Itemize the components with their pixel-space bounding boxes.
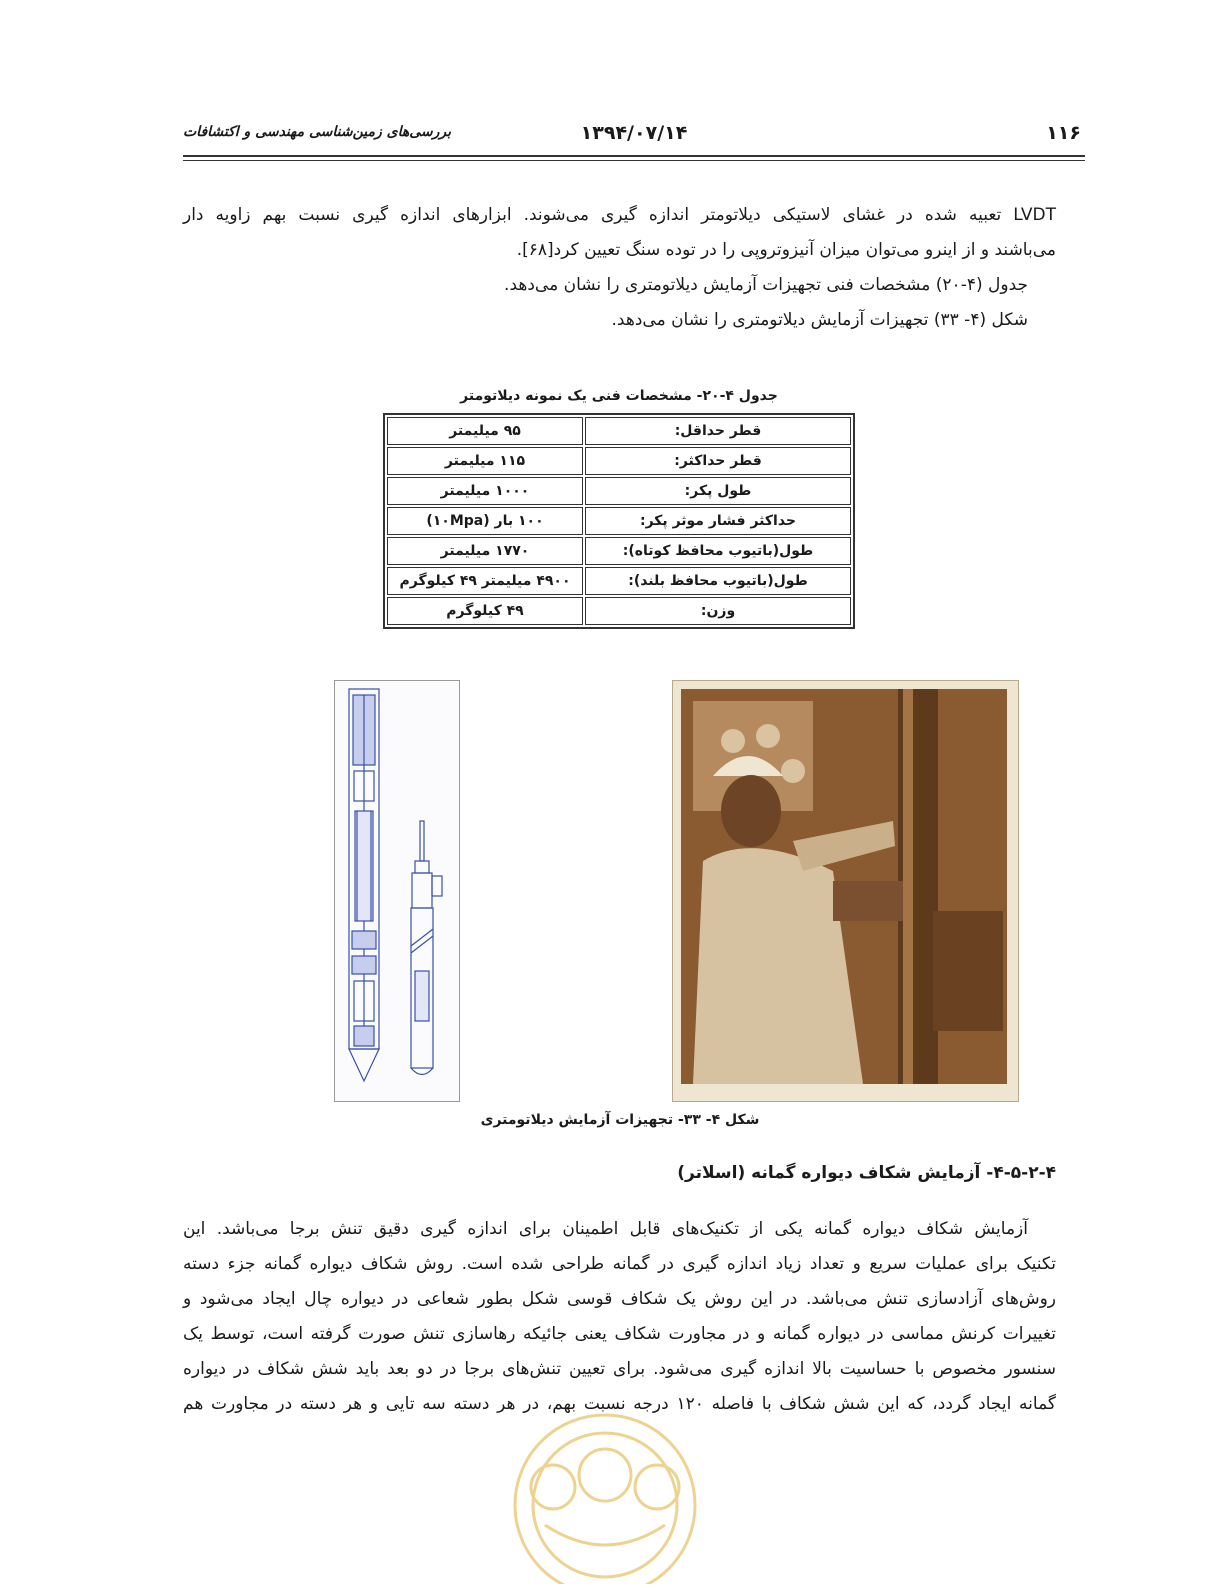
table-row bbox=[387, 507, 851, 535]
seal-icon bbox=[505, 1395, 705, 1584]
table-value: ۹۵ میلیمتر bbox=[387, 417, 583, 445]
table-value: ۱۱۵ میلیمتر bbox=[387, 447, 583, 475]
intro-line-3: جدول (۴-۲۰) مشخصات فنی تجهیزات آزمایش دیلاتومتری را نشان می‌دهد. bbox=[504, 275, 1028, 295]
table-value: ۱۷۷۰ میلیمتر bbox=[387, 537, 583, 565]
table-row bbox=[387, 447, 851, 475]
table-row bbox=[387, 417, 851, 445]
table-row bbox=[387, 477, 851, 505]
section-line-3: روش‌های آزادسازی تنش می‌باشد. در این روش یک شکاف قوسی شکل بطور شعاعی در دیواره چال ایجاد می‌شود و bbox=[183, 1289, 1056, 1309]
table-label: طول(باتیوب محافظ بلند): bbox=[585, 567, 851, 595]
header-rule-thin bbox=[183, 160, 1085, 161]
header-rule bbox=[183, 155, 1085, 157]
section-line-5: سنسور مخصوص با حساسیت بالا اندازه گیری می‌شود. برای تعیین تنش‌های برجا در دو بعد باید شش شکاف در دیواره bbox=[183, 1359, 1056, 1379]
section-heading: ۴-۵-۲-۴- آزمایش شکاف دیواره گمانه (اسلاتر) bbox=[677, 1163, 1056, 1183]
table-label: قطر حداقل: bbox=[585, 417, 851, 445]
journal-title: بررسی‌های زمین‌شناسی مهندسی و اکتشافات bbox=[183, 124, 452, 140]
page-header bbox=[183, 118, 1085, 148]
table-label: طول پکر: bbox=[585, 477, 851, 505]
field-photo bbox=[672, 680, 1019, 1102]
table-row bbox=[387, 597, 851, 625]
table-value: ۱۰۰ بار (۱۰Mpa) bbox=[387, 507, 583, 535]
watermark-stamp bbox=[505, 1395, 705, 1584]
intro-paragraph bbox=[183, 198, 1056, 338]
intro-line-4: شکل (۴- ۳۳) تجهیزات آزمایش دیلاتومتری را نشان می‌دهد. bbox=[611, 310, 1028, 330]
table-value: ۱۰۰۰ میلیمتر bbox=[387, 477, 583, 505]
table-label: حداکثر فشار موثر پکر: bbox=[585, 507, 851, 535]
dilatometer-drawing-svg bbox=[335, 681, 459, 1101]
table-value: ۴۹۰۰ میلیمتر ۴۹ کیلوگرم bbox=[387, 567, 583, 595]
page-number: ۱۱۶ bbox=[1046, 122, 1081, 144]
header-date: ۱۳۹۴/۰۷/۱۴ bbox=[580, 122, 688, 144]
section-line-6: گمانه ایجاد گردد، که این شش شکاف با فاصله ۱۲۰ درجه نسبت بهم، در هر دسته سه تایی و هر دسته در مجاورت هم bbox=[183, 1394, 1056, 1414]
intro-line-1: LVDT تعبیه شده در غشای لاستیکی دیلاتومتر اندازه گیری می‌شوند. ابزارهای اندازه گیری نسبت بهم زاویه دار bbox=[183, 205, 1056, 225]
table-label: قطر حداکثر: bbox=[585, 447, 851, 475]
section-paragraph bbox=[183, 1212, 1056, 1422]
table-caption: جدول ۴-۲۰- مشخصات فنی یک نمونه دیلاتومتر bbox=[460, 388, 778, 404]
table-row bbox=[387, 567, 851, 595]
table-value: ۴۹ کیلوگرم bbox=[387, 597, 583, 625]
field-photo-svg bbox=[673, 681, 1018, 1101]
figure-caption: شکل ۴- ۳۳- تجهیزات آزمایش دیلاتومتری bbox=[480, 1112, 760, 1128]
section-line-4: تغییرات کرنش مماسی در دیواره گمانه و در مجاورت شکاف یعنی جائیکه رهاسازی تنش صورت گرفته است، توسط یک bbox=[183, 1324, 1056, 1344]
intro-line-2: می‌باشند و از اینرو می‌توان میزان آنیزوتروپی را در توده سنگ تعیین کرد[۶۸]. bbox=[516, 240, 1056, 260]
table-label: وزن: bbox=[585, 597, 851, 625]
section-line-2: تکنیک برای عملیات سریع و تعداد زیاد اندازه گیری در گمانه طراحی شده است. روش شکاف دیواره گمانه جزء دسته bbox=[183, 1254, 1056, 1274]
spec-table bbox=[383, 413, 855, 629]
dilatometer-drawing bbox=[334, 680, 460, 1102]
table-label: طول(باتیوب محافظ کوتاه): bbox=[585, 537, 851, 565]
table-row bbox=[387, 537, 851, 565]
section-line-1: آزمایش شکاف دیواره گمانه یکی از تکنیک‌های قابل اطمینان برای اندازه گیری دقیق تنش برجا می‌باشد. این bbox=[183, 1219, 1028, 1239]
